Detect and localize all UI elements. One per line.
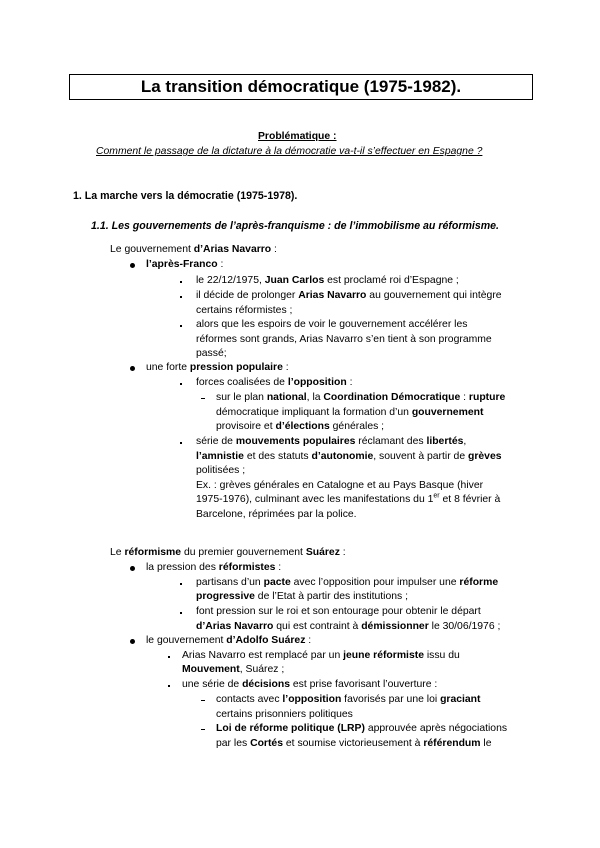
list-item-cont: réformes sont grands, Arias Navarro s’en tient à son programme <box>196 334 492 345</box>
page-title: La transition démocratique (1975-1982). <box>140 77 462 96</box>
square-bullet-icon <box>180 612 182 614</box>
list-item: alors que les espoirs de voir le gouvernement accélérer les <box>196 319 468 330</box>
bullet-icon <box>130 366 135 371</box>
list-item: série de mouvements populaires réclamant des libertés, <box>196 436 467 447</box>
title-box <box>69 74 533 100</box>
apres-franco-item: l’après-Franco : <box>146 259 224 270</box>
list-item: il décide de prolonger Arias Navarro au gouvernement qui intègre <box>196 290 502 301</box>
list-item: forces coalisées de l’opposition : <box>196 377 353 388</box>
list-item-cont: Mouvement, Suárez ; <box>182 664 285 675</box>
dash-icon <box>201 729 205 730</box>
list-item: font pression sur le roi et son entourage pour obtenir le départ <box>196 606 481 617</box>
list-item: Loi de réforme politique (LRP) approuvée après négociations <box>216 723 508 734</box>
bullet-icon <box>130 566 135 571</box>
dash-icon <box>201 398 205 399</box>
list-item-cont: d’Arias Navarro qui est contraint à démissionner le 30/06/1976 ; <box>196 621 501 632</box>
list-item: une série de décisions est prise favorisant l’ouverture : <box>182 679 438 690</box>
list-item-cont: provisoire et d’élections générales ; <box>216 421 385 432</box>
list-item-cont: certains réformistes ; <box>196 305 293 316</box>
square-bullet-icon <box>180 281 182 283</box>
square-bullet-icon <box>180 325 182 327</box>
problematique-label: Problématique : <box>258 131 337 142</box>
list-item: sur le plan national, la Coordination Démocratique : rupture <box>216 392 506 403</box>
list-item-cont: certains prisonniers politiques <box>216 709 353 720</box>
problematique-question: Comment le passage de la dictature à la démocratie va-t-il s’effectuer en Espagne ? <box>96 146 483 157</box>
list-item: contacts avec l’opposition favorisés par une loi graciant <box>216 694 481 705</box>
suarez-intro: Le réformisme du premier gouvernement Suárez : <box>110 547 346 558</box>
arias-intro: Le gouvernement d’Arias Navarro : <box>110 244 277 255</box>
list-item-cont: passé; <box>196 348 227 359</box>
square-bullet-icon <box>168 685 170 687</box>
list-item: Arias Navarro est remplacé par un jeune réformiste issu du <box>182 650 460 661</box>
reformistes-item: la pression des réformistes : <box>146 562 282 573</box>
list-item-cont: démocratique impliquant la formation d’un gouvernement <box>216 407 484 418</box>
list-item-cont: progressive de l’Etat à partir des institutions ; <box>196 591 408 602</box>
bullet-icon <box>130 263 135 268</box>
example-text: 1975-1976), culminant avec les manifestations du 1er et 8 février à <box>196 492 501 505</box>
bullet-icon <box>130 639 135 644</box>
section-1-heading: 1. La marche vers la démocratie (1975-1978). <box>73 190 298 202</box>
square-bullet-icon <box>180 383 182 385</box>
square-bullet-icon <box>180 583 182 585</box>
square-bullet-icon <box>180 442 182 444</box>
square-bullet-icon <box>180 296 182 298</box>
pression-item: une forte pression populaire : <box>146 362 289 373</box>
list-item: le 22/12/1975, Juan Carlos est proclamé roi d’Espagne ; <box>196 275 459 286</box>
suarez-gov-item: le gouvernement d’Adolfo Suárez : <box>146 635 312 646</box>
list-item-cont: l’amnistie et des statuts d’autonomie, souvent à partir de grèves <box>196 451 502 462</box>
list-item-cont: politisées ; <box>196 465 246 476</box>
list-item-cont: par les Cortés et soumise victorieusement à référendum le <box>216 738 492 749</box>
square-bullet-icon <box>168 656 170 658</box>
section-1-1-heading: 1.1. Les gouvernements de l’après-franquisme : de l’immobilisme au réformisme. <box>91 220 499 232</box>
example-text: Ex. : grèves générales en Catalogne et au Pays Basque (hiver <box>196 480 484 491</box>
list-item: partisans d’un pacte avec l’opposition pour impulser une réforme <box>196 577 499 588</box>
dash-icon <box>201 700 205 701</box>
example-text: Barcelone, réprimées par la police. <box>196 509 357 520</box>
